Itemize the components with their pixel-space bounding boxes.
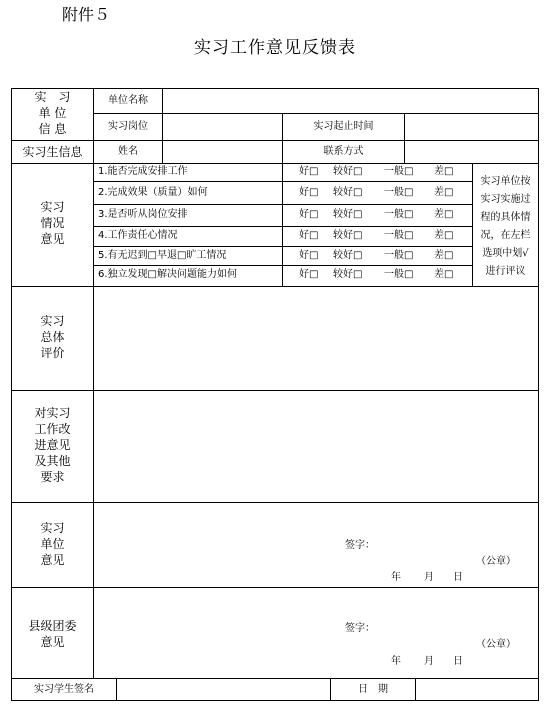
student-info-label: 实习生信息 [22,145,83,159]
rating-fairly-good-checkbox[interactable]: 较好□ [333,250,363,261]
rating-fairly-good-checkbox[interactable]: 较好□ [333,187,363,198]
improvement-label: 对实习 工作改 进意见 及其他 要求 [34,406,71,484]
overall-eval-field[interactable] [94,287,538,390]
unit-date-day: 日 [453,572,463,583]
situation-item: 3.是否听从岗位安排 [98,209,188,220]
rating-average-checkbox[interactable]: 一般□ [384,269,414,280]
annex-label: 附件５ [62,5,111,24]
situation-item: 6.独立发现□解决问题能力如何 [98,269,237,280]
student-name-label: 姓名 [118,146,138,157]
rating-good-checkbox[interactable]: 好□ [299,187,319,198]
situation-note: 实习单位按 实习实施过 程的具体情 况，在左栏 选项中划√ 进行评议 [480,176,531,277]
overall-eval-label: 实习 总体 评价 [40,314,65,360]
situation-label: 实习 情况 意见 [40,200,65,246]
situation-item: 5.有无迟到□早退□旷工情况 [98,250,227,261]
contact-label: 联系方式 [323,146,364,157]
unit-date-month: 月 [424,572,434,583]
unit-opinion-field[interactable] [94,503,538,587]
league-date-month: 月 [424,656,434,667]
rating-fairly-good-checkbox[interactable]: 较好□ [333,230,363,241]
rating-fairly-good-checkbox[interactable]: 较好□ [333,269,363,280]
rating-poor-checkbox[interactable]: 差□ [434,230,454,241]
rating-good-checkbox[interactable]: 好□ [299,166,319,177]
rating-average-checkbox[interactable]: 一般□ [384,230,414,241]
unit-date-year: 年 [391,572,401,583]
rating-good-checkbox[interactable]: 好□ [299,250,319,261]
rating-average-checkbox[interactable]: 一般□ [384,250,414,261]
student-sign-label: 实习学生签名 [34,684,94,695]
rating-good-checkbox[interactable]: 好□ [299,230,319,241]
rating-poor-checkbox[interactable]: 差□ [434,269,454,280]
sign-date-field[interactable] [416,679,538,700]
unit-opinion-label: 实习 单位 意见 [40,521,65,567]
unit-info-label: 实 习 单 位 信 息 [34,90,71,136]
situation-item: 1.能否完成安排工作 [98,166,188,177]
contact-field[interactable] [405,141,538,163]
rating-good-checkbox[interactable]: 好□ [299,209,319,220]
unit-sign-label: 签字： [345,540,375,551]
sign-date-label: 日 期 [358,684,388,695]
league-seal-label: （公章） [476,639,516,650]
position-field[interactable] [163,114,282,140]
rating-good-checkbox[interactable]: 好□ [299,269,319,280]
league-opinion-field[interactable] [94,588,538,678]
league-date-year: 年 [391,656,401,667]
unit-seal-label: （公章） [476,556,516,567]
page-title: 实习工作意见反馈表 [194,38,356,58]
rating-poor-checkbox[interactable]: 差□ [434,250,454,261]
student-sign-field[interactable] [117,679,330,700]
league-sign-label: 签字： [345,623,375,634]
situation-item: 4.工作责任心情况 [98,230,178,241]
rating-poor-checkbox[interactable]: 差□ [434,187,454,198]
rating-fairly-good-checkbox[interactable]: 较好□ [333,209,363,220]
rating-poor-checkbox[interactable]: 差□ [434,209,454,220]
rating-fairly-good-checkbox[interactable]: 较好□ [333,166,363,177]
league-date-day: 日 [453,656,463,667]
league-opinion-label: 县级团委 意见 [28,619,77,649]
period-field[interactable] [405,114,538,140]
improvement-field[interactable] [94,391,538,502]
unit-name-field[interactable] [163,89,538,113]
position-label: 实习岗位 [108,121,148,132]
rating-average-checkbox[interactable]: 一般□ [384,209,414,220]
student-name-field[interactable] [163,141,282,163]
rating-average-checkbox[interactable]: 一般□ [384,166,414,177]
unit-name-label: 单位名称 [108,95,148,106]
rating-average-checkbox[interactable]: 一般□ [384,187,414,198]
situation-item: 2.完成效果（质量）如何 [98,187,208,198]
period-label: 实习起止时间 [313,121,374,132]
rating-poor-checkbox[interactable]: 差□ [434,166,454,177]
